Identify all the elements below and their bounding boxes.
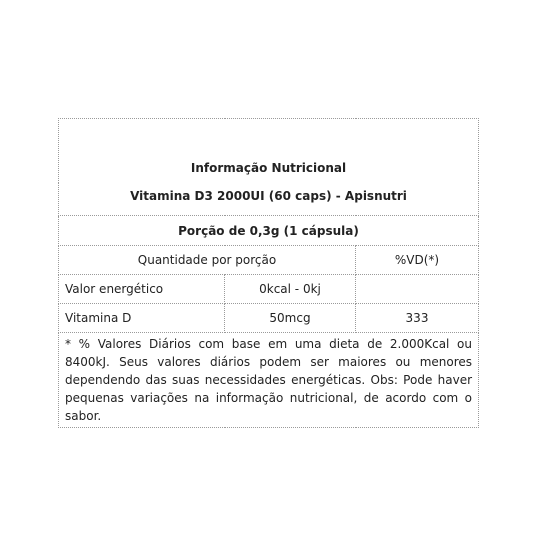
- nutrient-name: Vitamina D: [59, 304, 225, 333]
- product-name: Vitamina D3 2000UI (60 caps) - Apisnutri: [59, 183, 479, 216]
- header-quantity: Quantidade por porção: [59, 246, 356, 275]
- table-row: [59, 304, 479, 333]
- portion-size: Porção de 0,3g (1 cápsula): [59, 216, 479, 246]
- nutrient-vd: 333: [356, 304, 479, 333]
- footnote: * % Valores Diários com base em uma dieta de 2.000Kcal ou 8400kJ. Seus valores diários podem ser maiores ou menores dependendo das suas necessidades energéticas. Obs: Pode haver pequenas variações na informação nutricional, de acordo com o sabor.: [59, 333, 479, 428]
- footnote-row: [59, 333, 479, 428]
- nutrient-amount: 50mcg: [225, 304, 356, 333]
- portion-row: [59, 216, 479, 246]
- nutrient-amount: 0kcal - 0kj: [225, 275, 356, 304]
- nutrient-vd: [356, 275, 479, 304]
- nutrition-table: [58, 118, 479, 428]
- header-row: [59, 246, 479, 275]
- title-row: [59, 119, 479, 184]
- header-vd: %VD(*): [356, 246, 479, 275]
- nutrient-name: Valor energético: [59, 275, 225, 304]
- product-row: [59, 183, 479, 216]
- table-row: [59, 275, 479, 304]
- table-title: Informação Nutricional: [59, 119, 479, 184]
